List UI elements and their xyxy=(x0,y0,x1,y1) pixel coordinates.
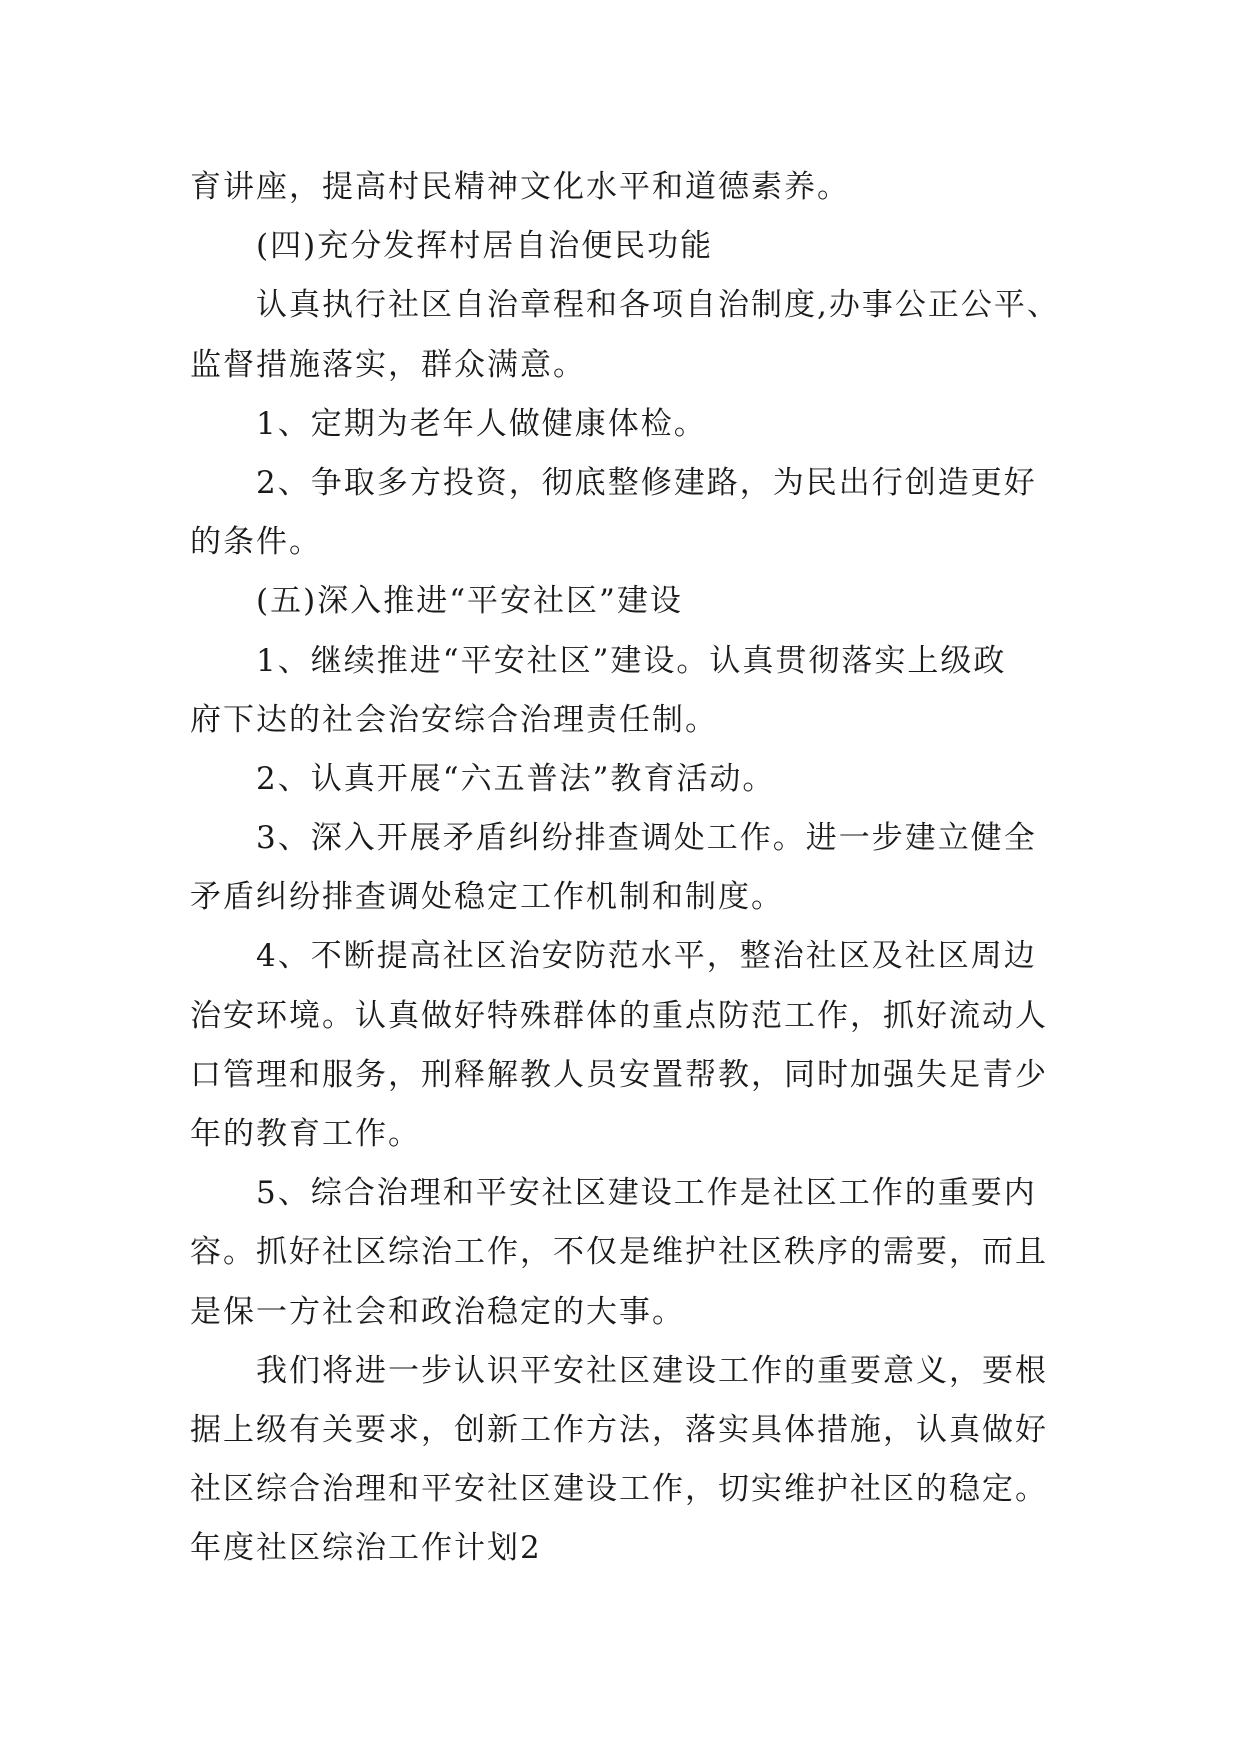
section-heading: (四)充分发挥村居自治便民功能 xyxy=(256,228,714,265)
list-item: 3、深入开展矛盾纠纷排查调处工作。进一步建立健全 xyxy=(256,820,1037,857)
document-subtitle: 年度社区综治工作计划2 xyxy=(190,1530,542,1567)
text-line: 口管理和服务，刑释解教人员安置帮教，同时加强失足青少 xyxy=(190,1056,1048,1093)
list-item: 2、争取多方投资，彻底整修建路，为民出行创造更好 xyxy=(256,464,1037,501)
text-line: 容。抓好社区综治工作，不仅是维护社区秩序的需要，而且 xyxy=(190,1234,1048,1271)
list-item: 2、认真开展“六五普法”教育活动。 xyxy=(256,760,776,797)
text-line: 矛盾纠纷排查调处稳定工作机制和制度。 xyxy=(190,879,784,916)
text-line: 的条件。 xyxy=(190,524,322,561)
text-line: 监督措施落实，群众满意。 xyxy=(190,346,586,383)
text-line: 府下达的社会治安综合治理责任制。 xyxy=(190,701,718,738)
document-body xyxy=(190,158,1090,1579)
text-line: 是保一方社会和政治稳定的大事。 xyxy=(190,1293,685,1330)
list-item: 1、继续推进“平安社区”建设。认真贯彻落实上级政 xyxy=(256,642,1007,679)
text-line: 治安环境。认真做好特殊群体的重点防范工作，抓好流动人 xyxy=(190,997,1048,1034)
text-line: 社区综合治理和平安社区建设工作，切实维护社区的稳定。 xyxy=(190,1471,1048,1508)
section-heading: (五)深入推进“平安社区”建设 xyxy=(256,583,683,620)
text-line: 据上级有关要求，创新工作方法，落实具体措施，认真做好 xyxy=(190,1411,1048,1448)
text-line: 育讲座，提高村民精神文化水平和道德素养。 xyxy=(190,169,850,205)
text-line: 我们将进一步认识平安社区建设工作的重要意义，要根 xyxy=(256,1352,1048,1389)
list-item: 4、不断提高社区治安防范水平，整治社区及社区周边 xyxy=(256,938,1037,975)
text-line: 年的教育工作。 xyxy=(190,1116,421,1152)
list-item: 5、综合治理和平安社区建设工作是社区工作的重要内 xyxy=(256,1175,1037,1212)
text-line: 认真执行社区自治章程和各项自治制度,办事公正公平、 xyxy=(256,287,1060,324)
list-item: 1、定期为老年人做健康体检。 xyxy=(256,405,707,442)
